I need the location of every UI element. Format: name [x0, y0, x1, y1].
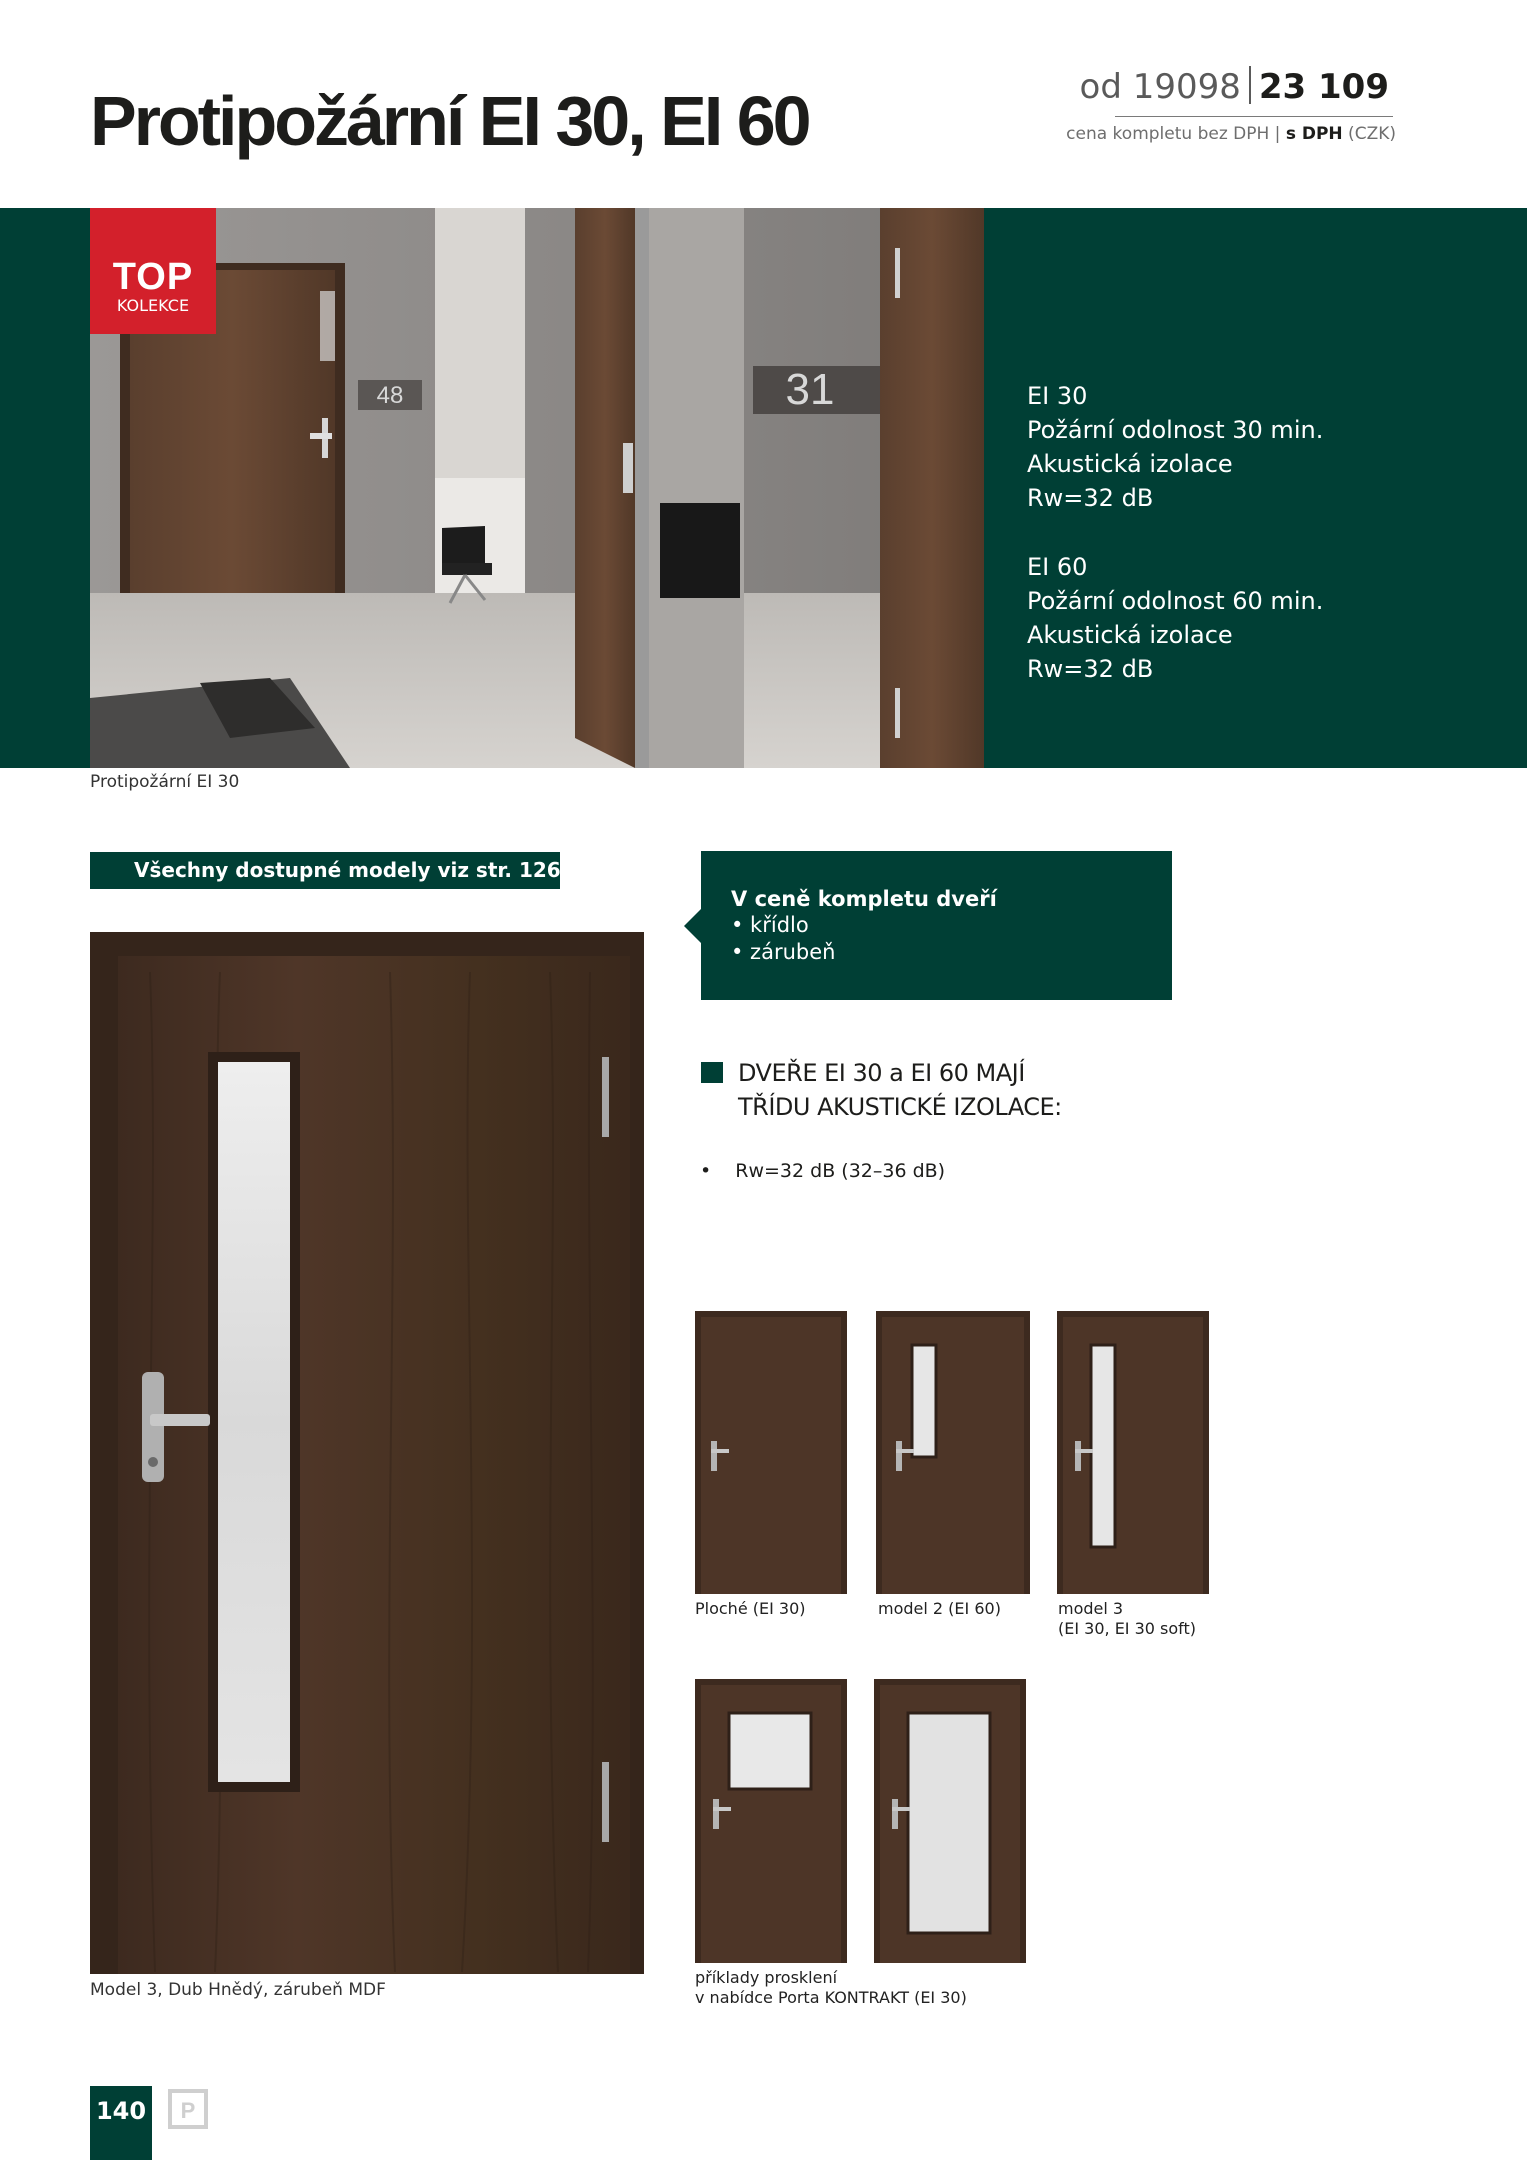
thumbnail-flat-door[interactable] — [695, 1311, 847, 1594]
spec-line: Požární odolnost 60 min. — [1027, 587, 1324, 615]
hero-photo — [90, 208, 984, 768]
price-note: cena kompletu bez DPH | s DPH (CZK) — [1066, 124, 1396, 144]
glazing-example-large[interactable] — [874, 1679, 1026, 1963]
hero-illustration — [90, 208, 984, 768]
thumbnail-caption: Ploché (EI 30) — [695, 1599, 806, 1618]
price-includes-callout — [701, 851, 1172, 1000]
hero-caption: Protipožární EI 30 — [90, 772, 240, 792]
acoustic-value: • Rw=32 dB (32–36 dB) — [700, 1160, 946, 1182]
glazing-example-small[interactable] — [695, 1679, 847, 1963]
price-includes-item: • zárubeň — [731, 940, 836, 964]
thumbnail-model-2[interactable] — [876, 1311, 1030, 1594]
spec-line: Akustická izolace — [1027, 450, 1233, 478]
price-separator — [1249, 66, 1251, 104]
page-title: Protipožární EI 30, EI 60 — [90, 82, 809, 160]
glazing-caption: příklady prosklení v nabídce Porta KONTRAKT (EI 30) — [695, 1968, 967, 2007]
all-models-link[interactable]: Všechny dostupné modely viz str. 126 — [90, 852, 560, 889]
bullet: • — [700, 1160, 712, 1182]
spec-ei30 — [1027, 379, 1323, 515]
page-number: 140 — [90, 2086, 152, 2160]
main-door-illustration — [90, 932, 644, 1974]
price-includes-heading: V ceně kompletu dveří — [731, 887, 997, 911]
top-collection-badge — [90, 208, 216, 334]
thumbnail-caption: model 3 (EI 30, EI 30 soft) — [1058, 1599, 1197, 1638]
price — [1079, 66, 1389, 107]
thumbnail-model-3[interactable] — [1057, 1311, 1209, 1594]
acoustic-heading: DVEŘE EI 30 a EI 60 MAJÍ TŘÍDU AKUSTICKÉ IZOLACE: — [738, 1059, 1062, 1121]
main-door-image — [90, 932, 644, 1974]
price-divider — [1115, 116, 1393, 117]
price-net: od 19098 — [1079, 67, 1241, 107]
spec-line: Rw=32 dB — [1027, 484, 1154, 512]
price-gross: 23 109 — [1258, 67, 1389, 107]
price-includes-item: • křídlo — [731, 913, 809, 937]
section-marker-icon — [701, 1062, 723, 1083]
main-door-caption: Model 3, Dub Hnědý, zárubeň MDF — [90, 1980, 386, 2000]
porta-logo-icon — [168, 2089, 208, 2129]
badge-collection: KOLEKCE — [116, 296, 190, 315]
spec-line: Požární odolnost 30 min. — [1027, 416, 1324, 444]
spec-ei60 — [1027, 550, 1323, 686]
badge-top: TOP — [112, 256, 194, 298]
thumbnail-caption: model 2 (EI 60) — [878, 1599, 1001, 1618]
spec-line: EI 60 — [1027, 553, 1088, 581]
spec-line: Akustická izolace — [1027, 621, 1233, 649]
spec-line: Rw=32 dB — [1027, 655, 1154, 683]
spec-line: EI 30 — [1027, 382, 1088, 410]
room-number-31: 31 — [785, 365, 835, 414]
room-number-48: 48 — [376, 382, 404, 409]
svg-text:P: P — [180, 2098, 196, 2123]
